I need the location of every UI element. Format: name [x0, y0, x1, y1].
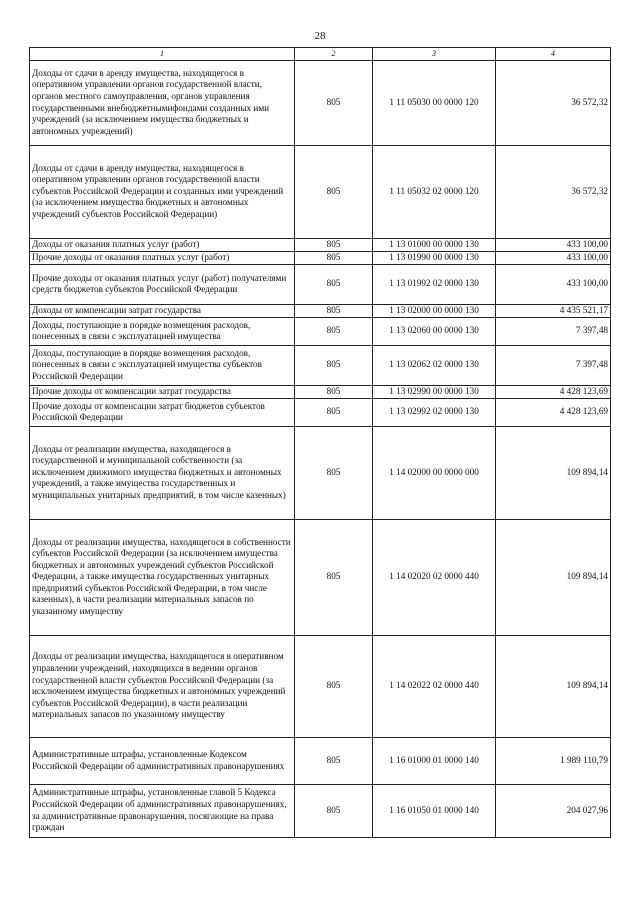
row-budget-code: 1 13 01990 00 0000 130 [373, 251, 496, 264]
row-amount: 433 100,00 [496, 238, 611, 251]
row-budget-code: 1 13 02000 00 0000 130 [373, 304, 496, 317]
row-budget-code: 1 13 01000 00 0000 130 [373, 238, 496, 251]
row-amount: 109 894,14 [496, 426, 611, 519]
row-budget-code: 1 13 02992 02 0000 130 [373, 398, 496, 426]
row-budget-code: 1 14 02022 02 0000 440 [373, 635, 496, 737]
row-name: Прочие доходы от компенсации затрат государства [30, 385, 295, 398]
row-admin-code: 805 [295, 345, 373, 385]
row-budget-code: 1 13 02990 00 0000 130 [373, 385, 496, 398]
row-admin-code: 805 [295, 60, 373, 145]
row-name: Доходы от реализации имущества, находящегося в оперативном управлении учреждений, находящихся в ведении органов государственной власти субъектов Российской Федерации (за исключением имущества бюджетных и автономных учреждений субъектов Российской Федерации), в части реализации материальных запасов по указанному имуществу [30, 635, 295, 737]
row-budget-code: 1 13 02060 00 0000 130 [373, 317, 496, 345]
column-header-admin: 2 [295, 48, 373, 61]
row-amount: 433 100,00 [496, 264, 611, 304]
row-budget-code: 1 13 01992 02 0000 130 [373, 264, 496, 304]
row-name: Доходы от реализации имущества, находящегося в государственной и муниципальной собственности (за исключением движимого имущества бюджетных и автономных учреждений, а также имущества государственных и муниципальных унитарных предприятий, в том числе казенных) [30, 426, 295, 519]
table-row [30, 145, 611, 238]
row-name: Доходы от оказания платных услуг (работ) [30, 238, 295, 251]
row-admin-code: 805 [295, 635, 373, 737]
row-admin-code: 805 [295, 264, 373, 304]
table-row [30, 304, 611, 317]
row-name: Доходы, поступающие в порядке возмещения расходов, понесенных в связи с эксплуатацией имущества субъектов Российской Федерации [30, 345, 295, 385]
table-row [30, 238, 611, 251]
row-budget-code: 1 11 05030 00 0000 120 [373, 60, 496, 145]
row-name: Доходы от реализации имущества, находящегося в собственности субъектов Российской Федерации (за исключением имущества бюджетных и автономных учреждений субъектов Российской Федерации, а также имущества государственных унитарных предприятий субъектов Российской Федерации, в том числе казенных), в части реализации материальных запасов по указанному имуществу [30, 519, 295, 635]
row-budget-code: 1 16 01000 01 0000 140 [373, 737, 496, 784]
row-budget-code: 1 13 02062 02 0000 130 [373, 345, 496, 385]
row-amount: 4 428 123,69 [496, 398, 611, 426]
table-row [30, 385, 611, 398]
row-name: Прочие доходы от оказания платных услуг (работ) получателями средств бюджетов субъектов Российской Федерации [30, 264, 295, 304]
row-name: Доходы от сдачи в аренду имущества, находящегося в оперативном управлении органов государственной власти субъектов Российской Федерации и созданных ими учреждений (за исключением имущества бюджетных и автономных учреждений субъектов Российской Федерации) [30, 145, 295, 238]
table-row [30, 251, 611, 264]
row-budget-code: 1 11 05032 02 0000 120 [373, 145, 496, 238]
table-row [30, 398, 611, 426]
row-admin-code: 805 [295, 145, 373, 238]
row-name: Прочие доходы от компенсации затрат бюджетов субъектов Российской Федерации [30, 398, 295, 426]
row-amount: 109 894,14 [496, 635, 611, 737]
row-amount: 4 428 123,69 [496, 385, 611, 398]
row-admin-code: 805 [295, 519, 373, 635]
row-admin-code: 805 [295, 317, 373, 345]
row-admin-code: 805 [295, 251, 373, 264]
row-amount: 109 894,14 [496, 519, 611, 635]
column-header-code: 3 [373, 48, 496, 61]
table-row [30, 60, 611, 145]
row-budget-code: 1 14 02020 02 0000 440 [373, 519, 496, 635]
row-budget-code: 1 16 01050 01 0000 140 [373, 784, 496, 837]
row-amount: 1 989 110,79 [496, 737, 611, 784]
row-name: Прочие доходы от оказания платных услуг (работ) [30, 251, 295, 264]
column-header-name: 1 [30, 48, 295, 61]
row-name: Доходы, поступающие в порядке возмещения расходов, понесенных в связи с эксплуатацией имущества [30, 317, 295, 345]
row-amount: 4 435 521,17 [496, 304, 611, 317]
table-row [30, 519, 611, 635]
row-admin-code: 805 [295, 737, 373, 784]
page-number: 28 [314, 30, 326, 42]
table-row [30, 737, 611, 784]
table-header-row [30, 48, 611, 61]
row-admin-code: 805 [295, 426, 373, 519]
table-row [30, 317, 611, 345]
table-row [30, 264, 611, 304]
table-row [30, 784, 611, 837]
row-amount: 36 572,32 [496, 145, 611, 238]
row-name: Административные штрафы, установленные главой 5 Кодекса Российской Федерации об административных правонарушениях, за административные правонарушения, посягающие на права граждан [30, 784, 295, 837]
row-admin-code: 805 [295, 304, 373, 317]
row-amount: 7 397,48 [496, 317, 611, 345]
row-admin-code: 805 [295, 385, 373, 398]
row-admin-code: 805 [295, 398, 373, 426]
table-row [30, 426, 611, 519]
table-row [30, 635, 611, 737]
table-row [30, 345, 611, 385]
row-amount: 7 397,48 [496, 345, 611, 385]
row-budget-code: 1 14 02000 00 0000 000 [373, 426, 496, 519]
row-admin-code: 805 [295, 784, 373, 837]
row-amount: 36 572,32 [496, 60, 611, 145]
revenue-table [29, 47, 611, 838]
column-header-amount: 4 [496, 48, 611, 61]
row-admin-code: 805 [295, 238, 373, 251]
row-name: Доходы от компенсации затрат государства [30, 304, 295, 317]
row-amount: 433 100,00 [496, 251, 611, 264]
row-amount: 204 027,96 [496, 784, 611, 837]
row-name: Административные штрафы, установленные Кодексом Российской Федерации об административных правонарушениях [30, 737, 295, 784]
row-name: Доходы от сдачи в аренду имущества, находящегося в оперативном управлении органов государственной власти, органов местного самоуправления, органов управления государственными внебюджетнымифондами созданных ими учреждений (за исключением имущества бюджетных и автономных учреждений) [30, 60, 295, 145]
